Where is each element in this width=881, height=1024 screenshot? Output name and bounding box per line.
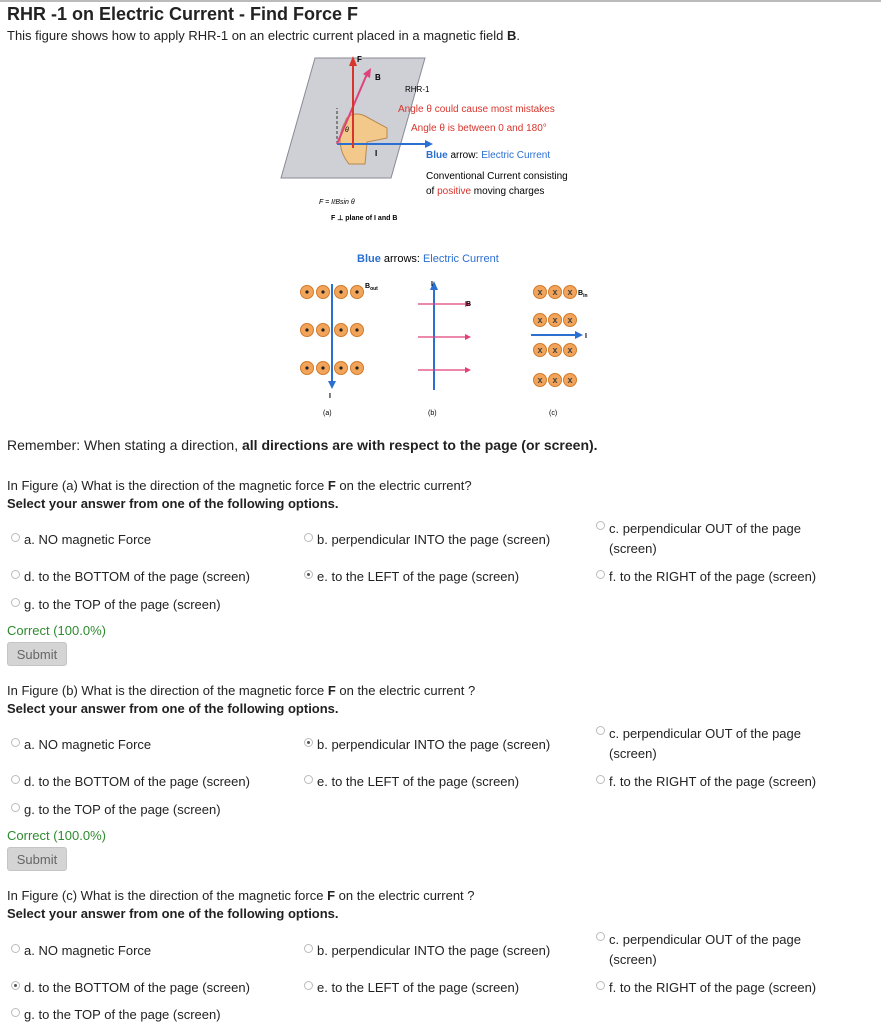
svg-text:x: x (567, 315, 573, 325)
question-a-bold: F (327, 478, 336, 493)
radio-icon[interactable] (304, 533, 313, 542)
radio-icon[interactable] (11, 598, 20, 607)
radio-icon[interactable] (596, 932, 605, 941)
blue-arrow-word: Blue (426, 150, 448, 161)
q2-option-b[interactable] (304, 737, 550, 752)
caption-b: (b) (428, 410, 437, 417)
rhr-label: RHR-1 (405, 85, 430, 94)
conventional-line-2 (426, 186, 544, 197)
q1-option-a[interactable] (11, 532, 151, 547)
question-c-text: In Figure (c) What is the direction of the magnetic force (7, 888, 328, 903)
blue-arrow-value: Electric Current (481, 150, 551, 161)
radio-icon[interactable] (596, 726, 605, 735)
remember-note (7, 437, 598, 453)
page-title: RHR -1 on Electric Current - Find Force F (7, 4, 359, 24)
theta-label: θ (345, 127, 349, 134)
conv-after: moving charges (471, 186, 545, 197)
option-label: c. perpendicular OUT of the page (screen) (609, 521, 801, 556)
blue-arrows-value: Electric Current (422, 253, 499, 265)
svg-text:x: x (552, 375, 558, 385)
radio-icon[interactable] (11, 533, 20, 542)
option-label: b. perpendicular INTO the page (screen) (317, 737, 551, 752)
svg-text:x: x (552, 315, 558, 325)
question-b-prompt (7, 683, 475, 698)
option-label: e. to the LEFT of the page (screen) (317, 774, 520, 789)
question-a-instruction: Select your answer from one of the following options. (7, 496, 339, 511)
q1-submit-button[interactable]: Submit (7, 642, 67, 666)
question-c (7, 888, 475, 921)
option-label: b. perpendicular INTO the page (screen) (317, 532, 551, 547)
panel-b-i-label: I (431, 281, 433, 288)
blue-arrows-rest: arrows: (380, 253, 420, 265)
radio-icon[interactable] (304, 981, 313, 990)
option-label: d. to the BOTTOM of the page (screen) (24, 980, 250, 995)
top-divider (0, 0, 881, 2)
bin-label: B (578, 290, 584, 297)
panel-a-i-label: I (329, 393, 331, 400)
q3-option-e[interactable] (304, 980, 519, 995)
q2-option-e[interactable] (304, 774, 519, 789)
radio-icon[interactable] (596, 981, 605, 990)
option-label: f. to the RIGHT of the page (screen) (609, 774, 817, 789)
q2-submit-button[interactable]: Submit (7, 847, 67, 871)
q3-option-f[interactable] (596, 980, 816, 995)
panel-c-i-label: I (585, 333, 587, 340)
svg-text:x: x (537, 375, 543, 385)
question-b-text: In Figure (b) What is the direction of the magnetic force (7, 683, 328, 698)
bout-label: B (365, 283, 371, 290)
option-label: e. to the LEFT of the page (screen) (317, 980, 520, 995)
q2-option-f[interactable] (596, 774, 816, 789)
option-label: b. perpendicular INTO the page (screen) (317, 943, 551, 958)
question-c-prompt (7, 888, 475, 903)
option-label: g. to the TOP of the page (screen) (24, 802, 221, 817)
question-c-bold: F (327, 888, 336, 903)
question-a-end: on the electric current? (335, 478, 472, 493)
option-label: f. to the RIGHT of the page (screen) (609, 569, 817, 584)
blue-arrow-rest: arrow: (447, 150, 479, 161)
question-c-instruction: Select your answer from one of the following options. (7, 906, 339, 921)
remember-text: Remember: When stating a direction, (7, 437, 242, 453)
panel-c-b-label (578, 290, 588, 299)
option-label: a. NO magnetic Force (24, 737, 152, 752)
q2-result: Correct (100.0%) (7, 828, 106, 843)
q3-option-b[interactable] (304, 943, 550, 958)
radio-selected-icon[interactable] (11, 981, 20, 990)
panel-b-b-label: B (466, 301, 472, 308)
conventional-line-1: Conventional Current consisting (426, 171, 568, 182)
q1-option-e[interactable] (304, 569, 519, 584)
panel-a-b-label (365, 283, 378, 292)
q3-option-g[interactable] (11, 1007, 221, 1022)
question-a-text: In Figure (a) What is the direction of the magnetic force (7, 478, 328, 493)
radio-icon[interactable] (596, 775, 605, 784)
q2-option-a[interactable] (11, 737, 151, 752)
option-label: c. perpendicular OUT of the page (screen) (609, 932, 801, 967)
q3-option-d[interactable] (11, 980, 250, 995)
option-label: d. to the BOTTOM of the page (screen) (24, 774, 250, 789)
question-b-instruction: Select your answer from one of the following options. (7, 701, 339, 716)
intro-text-main: This figure shows how to apply RHR-1 on an electric current placed in a magnetic field (7, 28, 508, 43)
q1-option-c[interactable] (596, 519, 836, 559)
intro-text-end: . (516, 28, 521, 43)
conv-red: positive (437, 186, 472, 197)
svg-text:x: x (552, 287, 558, 297)
q2-option-c[interactable] (596, 724, 836, 764)
option-label: f. to the RIGHT of the page (screen) (609, 980, 817, 995)
radio-icon[interactable] (11, 1008, 20, 1017)
option-label: g. to the TOP of the page (screen) (24, 597, 221, 612)
question-b (7, 683, 475, 716)
svg-text:x: x (567, 287, 573, 297)
option-label: e. to the LEFT of the page (screen) (317, 569, 520, 584)
question-c-end: on the electric current ? (335, 888, 475, 903)
q1-option-d[interactable] (11, 569, 250, 584)
svg-text:x: x (537, 345, 543, 355)
radio-icon[interactable] (11, 775, 20, 784)
blue-arrow-legend (426, 150, 550, 161)
svg-text:x: x (567, 345, 573, 355)
radio-selected-icon[interactable] (304, 738, 313, 747)
question-b-end: on the electric current ? (335, 683, 476, 698)
radio-selected-icon[interactable] (304, 570, 313, 579)
angle-note-2: Angle θ is between 0 and 180° (411, 123, 547, 134)
radio-icon[interactable] (11, 803, 20, 812)
q1-option-f[interactable] (596, 569, 816, 584)
option-label: c. perpendicular OUT of the page (screen) (609, 726, 801, 761)
radio-icon[interactable] (304, 775, 313, 784)
svg-text:x: x (567, 375, 573, 385)
bout-sub: out (370, 286, 378, 292)
perpendicular-note: F ⊥ plane of I and B (331, 215, 398, 222)
caption-c: (c) (549, 410, 558, 417)
rhr1-figure (275, 52, 605, 232)
question-a-prompt (7, 478, 472, 493)
q1-option-g[interactable] (11, 597, 221, 612)
formula: F = IℓBsin θ (319, 199, 355, 206)
question-b-bold: F (327, 683, 336, 698)
svg-text:x: x (552, 345, 558, 355)
three-panel-figure (285, 248, 615, 423)
intro-text (7, 28, 520, 43)
svg-text:x: x (537, 315, 543, 325)
bin-sub: in (583, 293, 588, 299)
q1-option-b[interactable] (304, 532, 550, 547)
radio-icon[interactable] (11, 944, 20, 953)
q1-result: Correct (100.0%) (7, 623, 106, 638)
q2-option-d[interactable] (11, 774, 250, 789)
q2-option-g[interactable] (11, 802, 221, 817)
q3-option-c[interactable] (596, 930, 836, 970)
remember-bold: all directions are with respect to the page (or screen). (242, 437, 598, 453)
conv-before: of (426, 186, 438, 197)
radio-icon[interactable] (304, 944, 313, 953)
force-label: F (357, 55, 362, 64)
radio-icon[interactable] (11, 570, 20, 579)
q3-option-a[interactable] (11, 943, 151, 958)
i-label: I (375, 149, 378, 158)
radio-icon[interactable] (11, 738, 20, 747)
option-label: g. to the TOP of the page (screen) (24, 1007, 221, 1022)
intro-text-bold: B (507, 28, 517, 43)
blue-arrows-title (357, 253, 499, 265)
caption-a: (a) (323, 410, 332, 417)
angle-note-1: Angle θ could cause most mistakes (398, 104, 555, 115)
svg-text:x: x (537, 287, 543, 297)
radio-icon[interactable] (596, 570, 605, 579)
option-label: a. NO magnetic Force (24, 943, 152, 958)
b-label: B (375, 73, 381, 82)
radio-icon[interactable] (596, 521, 605, 530)
blue-arrows-word: Blue (357, 253, 381, 265)
option-label: d. to the BOTTOM of the page (screen) (24, 569, 250, 584)
question-a (7, 478, 472, 511)
option-label: a. NO magnetic Force (24, 532, 152, 547)
